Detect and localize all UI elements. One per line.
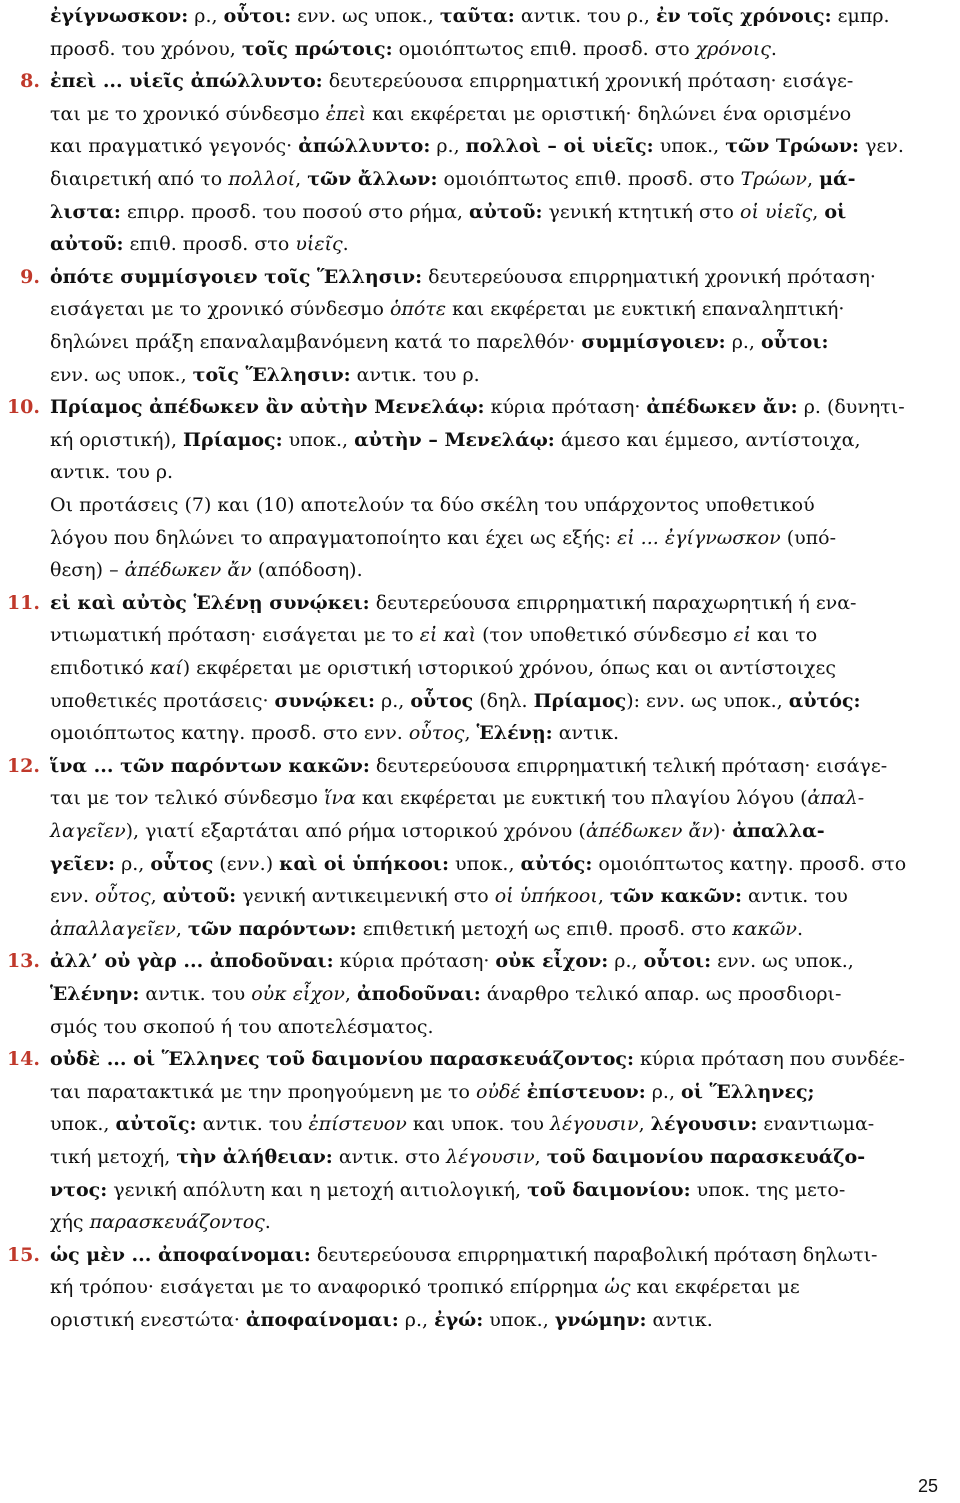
page-number: 25 <box>917 1476 938 1496</box>
plain-text: ρ., <box>115 852 151 875</box>
plain-text: (τον υποθετικό σύνδεσμο <box>476 624 734 647</box>
bold-term: Πρίαμος: <box>183 428 283 451</box>
plain-text: αντικ. του <box>196 1113 309 1136</box>
line-text <box>50 619 817 651</box>
plain-text: και εκφέρεται με ευκτική του πλαγίου λόγου ( <box>355 787 808 810</box>
plain-text: και εκφέρεται με <box>630 1276 800 1299</box>
plain-text: άμεσο και έμμεσο, αντίστοιχα, <box>554 428 861 451</box>
italic-term: χρόνοις <box>695 37 771 60</box>
bold-term: αὐτοῦ: <box>469 200 543 223</box>
line-text <box>50 65 853 97</box>
plain-text: ται παρατακτικά με την προηγούμενη με το <box>50 1080 476 1103</box>
line-text <box>50 163 856 195</box>
line-text <box>50 489 815 521</box>
plain-text: λόγου που δηλώνει το απραγματοποίητο και έχει ως εξής: <box>50 526 617 549</box>
plain-text: και εκφέρεται με ευκτική επαναληπτική· <box>446 298 845 321</box>
bold-term: ἀποδοῦναι: <box>356 983 481 1005</box>
bold-term: συνῴκει: <box>274 689 376 712</box>
bold-term: λέγουσιν: <box>650 1113 758 1136</box>
plain-text: αντικ. του <box>742 885 848 908</box>
bold-term: Πρίαμος <box>533 689 627 712</box>
item-number: 10. <box>6 396 40 419</box>
line-text <box>50 554 363 586</box>
plain-text: ρ., <box>430 135 466 158</box>
plain-text: άναρθρο τελικό απαρ. ως προσδιορι- <box>480 983 842 1005</box>
line-text <box>50 587 856 619</box>
italic-term: εἰ ... ἐγίγνωσκον <box>617 526 781 549</box>
line-text <box>50 1239 877 1271</box>
plain-text: (υπό- <box>780 526 837 549</box>
bold-term: εἰ καὶ αὐτὸς Ἑλένῃ συνῴκει: <box>50 591 370 614</box>
plain-text: υποκ., <box>483 1309 555 1331</box>
italic-term: ἐπίστευον <box>308 1113 407 1136</box>
line-text <box>50 1206 271 1238</box>
plain-text: γενική απόλυτη και η μετοχή αιτιολογική, <box>107 1178 528 1201</box>
line-text <box>50 848 906 880</box>
bold-term: ἀλλ’ οὐ γὰρ ... ἀποδοῦναι: <box>50 950 334 973</box>
plain-text: κύρια πρόταση που συνδέε- <box>634 1048 905 1071</box>
bold-term: οὐδὲ ... οἱ Ἕλληνες τοῦ δαιμονίου παρασκευάζοντος: <box>50 1048 634 1071</box>
plain-text: και υποκ. του <box>406 1113 550 1136</box>
item-number: 12. <box>6 754 40 777</box>
bold-term: αὐτοῦ: <box>50 233 124 256</box>
line-text <box>50 326 829 358</box>
bold-term: ἀπέδωκεν ἄν: <box>646 396 798 419</box>
plain-text: , <box>464 722 477 745</box>
item-number: 14. <box>6 1048 40 1071</box>
plain-text: θεση) – <box>50 559 125 582</box>
plain-text: ομοιόπτωτος επιθ. προσδ. στο <box>437 168 741 190</box>
italic-term: ἀπαλλαγεῖεν <box>50 917 176 940</box>
plain-text: αντικ. του <box>139 983 252 1005</box>
plain-text: ενν. ως υποκ., <box>291 5 440 27</box>
bold-term: ἀποφαίνομαι: <box>245 1309 399 1331</box>
plain-text: αντικ. <box>552 722 619 745</box>
plain-text: επιθ. προσδ. στο <box>123 233 296 256</box>
bold-term: τῶν Τρώων: <box>725 135 860 158</box>
plain-text: κύρια πρόταση· <box>484 396 647 419</box>
italic-term: ὁπότε <box>389 298 447 321</box>
plain-text: , <box>175 917 188 940</box>
italic-term: λέγουσιν <box>446 1146 535 1168</box>
line-text <box>50 1174 845 1206</box>
plain-text: και πραγματικό γεγονός· <box>50 135 299 158</box>
plain-text: . <box>796 917 803 940</box>
italic-term: οἱ υἱεῖς <box>740 200 813 223</box>
plain-text: επιρρ. προσδ. του ποσού στο ρήμα, <box>120 200 470 223</box>
line-text <box>50 33 777 65</box>
italic-term: ἀπέδωκεν ἄν <box>585 820 713 842</box>
line-text <box>50 652 836 684</box>
plain-text: σμός του σκοπού ή του αποτελέσματος. <box>50 1015 434 1038</box>
plain-text: αντικ. του ρ. <box>50 461 174 484</box>
bold-term: οὗτος <box>410 689 474 712</box>
line-text <box>50 359 480 391</box>
plain-text: αντικ. του ρ., <box>514 5 656 27</box>
bold-term: τοῦ δαιμονίου: <box>527 1178 691 1201</box>
item-number: 8. <box>20 70 40 93</box>
plain-text: ) εκφέρεται με οριστική ιστορικού χρόνου, όπως και οι αντίστοιχες <box>182 657 836 679</box>
plain-text: ενν. <box>50 885 96 908</box>
bold-term: τοῖς Ἕλλησιν: <box>192 363 351 386</box>
plain-text: δευτερεύουσα επιρρηματική παραβολική πρόταση δηλωτι- <box>310 1243 878 1266</box>
italic-term: λέγουσιν <box>550 1113 639 1136</box>
bold-term: ἐγώ: <box>434 1309 484 1331</box>
italic-term: οἱ ὑπήκοοι <box>494 885 598 908</box>
plain-text: εισάγεται με το χρονικό σύνδεσμο <box>50 298 390 321</box>
bold-term: οὗτος <box>150 852 214 875</box>
bold-term: αὐτός: <box>788 689 861 712</box>
line-text <box>50 1141 865 1173</box>
italic-term: υἱεῖς <box>295 233 343 256</box>
italic-term: Τρώων <box>740 168 807 190</box>
italic-term: ἀπαλ- <box>807 787 865 810</box>
plain-text: δευτερεύουσα επιρρηματική χρονική πρόταση· εισάγε- <box>322 70 854 93</box>
line-text <box>50 0 890 32</box>
italic-term: παρασκευάζοντος <box>89 1211 265 1234</box>
plain-text: , <box>597 885 610 908</box>
italic-term: εἰ καὶ <box>419 624 477 647</box>
plain-text: ομοιόπτωτος κατηγ. προσδ. στο ενν. <box>50 722 409 745</box>
bold-term: ἀπώλλυντο: <box>298 135 431 158</box>
bold-term: Ἑλένην: <box>50 983 140 1005</box>
plain-text: ομοιόπτωτος κατηγ. προσδ. στο <box>592 852 907 875</box>
bold-term: συμμίσγοιεν: <box>581 331 726 353</box>
bold-term: πολλοὶ – οἱ υἱεῖς: <box>465 135 654 158</box>
plain-text: κή οριστική), <box>50 428 184 451</box>
plain-text: εμπρ. <box>831 5 890 27</box>
line-text <box>50 261 876 293</box>
plain-text: αντικ. στο <box>332 1146 447 1168</box>
bold-term: ἐν τοῖς χρόνοις: <box>656 5 832 27</box>
plain-text: γενική κτητική στο <box>542 200 741 223</box>
italic-term: καί <box>149 657 183 679</box>
bold-term: αὐτοῖς: <box>115 1113 197 1136</box>
line-text <box>50 717 619 749</box>
plain-text: προσδ. του χρόνου, <box>50 37 242 60</box>
italic-term: κακῶν <box>732 917 797 940</box>
italic-term: λαγεῖεν <box>50 820 126 842</box>
italic-term: εἰ <box>733 624 751 647</box>
line-text <box>50 228 349 260</box>
plain-text: ται με τον τελικό σύνδεσμο <box>50 787 324 810</box>
plain-text: και το <box>750 624 818 647</box>
plain-text: ενν. ως υποκ., <box>711 950 854 973</box>
plain-text: , <box>812 200 825 223</box>
bold-term: οὐκ εἶχον: <box>495 950 609 973</box>
plain-text: . <box>264 1211 271 1234</box>
plain-text: ρ., <box>645 1080 682 1103</box>
plain-text: τική μετοχή, <box>50 1146 177 1168</box>
plain-text: υποκ., <box>50 1113 116 1136</box>
plain-text: αντικ. του ρ. <box>350 363 480 386</box>
plain-text: , <box>638 1113 651 1136</box>
line-text <box>50 880 848 912</box>
plain-text: εναντιωμα- <box>757 1113 875 1136</box>
line-text <box>50 913 803 945</box>
bold-term: ἐπεὶ ... υἱεῖς ἀπώλλυντο: <box>50 70 323 93</box>
plain-text: γεν. <box>859 135 904 158</box>
plain-text: ται με το χρονικό σύνδεσμο <box>50 102 326 125</box>
italic-term: πολλοί <box>228 168 296 190</box>
bold-term: οὗτοι: <box>643 950 712 973</box>
line-text <box>50 750 887 782</box>
plain-text: Οι προτάσεις (7) και (10) αποτελούν τα δύο σκέλη του υπάρχοντος υποθετικού <box>50 494 815 516</box>
line-text <box>50 1011 434 1043</box>
plain-text: . <box>342 233 349 256</box>
plain-text: αντικ. <box>646 1309 713 1331</box>
plain-text: υποκ., <box>653 135 726 158</box>
plain-text: , <box>344 983 357 1005</box>
line-text <box>50 391 905 423</box>
bold-term: ὡς μὲν ... ἀποφαίνομαι: <box>50 1243 311 1266</box>
plain-text: ), γιατί εξαρτάται από ρήμα ιστορικού χρόνου ( <box>125 820 586 842</box>
bold-term: τοῖς πρώτοις: <box>241 37 393 60</box>
bold-term: οὗτοι: <box>223 5 292 27</box>
plain-text: επιδοτικό <box>50 657 150 679</box>
plain-text: ρ., <box>608 950 644 973</box>
item-number: 11. <box>6 591 40 614</box>
bold-term: Πρίαμος ἀπέδωκεν ἂν αὐτὴν Μενελάῳ: <box>50 396 485 419</box>
line-text <box>50 98 851 130</box>
plain-text: διαιρετική από το <box>50 168 229 190</box>
line-text <box>50 978 841 1010</box>
plain-text: )· <box>712 820 733 842</box>
line-text <box>50 522 836 554</box>
bold-term: ἵνα ... τῶν παρόντων κακῶν: <box>50 754 370 777</box>
plain-text: υποκ. της μετο- <box>690 1178 846 1201</box>
italic-term: ἐπεὶ <box>325 102 367 125</box>
bold-term: τῶν παρόντων: <box>187 917 357 940</box>
plain-text: (απόδοση). <box>251 559 363 582</box>
bold-term: οὗτοι: <box>761 331 829 353</box>
bold-term: μά- <box>819 168 856 190</box>
bold-term: αὐτοῦ: <box>162 885 237 908</box>
bold-term: γνώμην: <box>554 1309 647 1331</box>
bold-term: ἀπαλλα- <box>732 820 825 842</box>
bold-term: οἱ <box>824 200 847 223</box>
item-number: 15. <box>6 1243 40 1266</box>
plain-text: κύρια πρόταση· <box>333 950 496 973</box>
bold-term: ἐπίστευον: <box>526 1080 646 1103</box>
plain-text: δευτερεύουσα επιρρηματική τελική πρόταση· εισάγε- <box>369 754 888 777</box>
plain-text: (ενν.) <box>213 852 280 875</box>
line-text <box>50 945 854 977</box>
plain-text: ενν. ως υποκ., <box>50 363 193 386</box>
plain-text: υποκ., <box>449 852 521 875</box>
plain-text: δευτερεύουσα επιρρηματική παραχωρητική ή ενα- <box>369 591 857 614</box>
italic-term: οὗτος <box>95 885 151 908</box>
plain-text: , <box>534 1146 547 1168</box>
plain-text: ομοιόπτωτος επιθ. προσδ. στο <box>392 37 696 60</box>
line-text <box>50 1271 800 1303</box>
plain-text: υποκ., <box>282 428 355 451</box>
plain-text: γενική αντικειμενική στο <box>236 885 495 908</box>
bold-term: αὐτὴν – Μενελάῳ: <box>354 428 555 451</box>
line-text <box>50 1304 713 1336</box>
bold-term: γεῖεν: <box>50 852 116 875</box>
bold-term: οἱ Ἕλληνες; <box>681 1080 815 1103</box>
bold-term: τοῦ δαιμονίου παρασκευάζο- <box>546 1146 866 1168</box>
plain-text: και εκφέρεται με οριστική· δηλώνει ένα ορισμένο <box>366 102 852 125</box>
bold-term: τῶν ἄλλων: <box>307 168 438 190</box>
bold-term: ὁπότε συμμίσγοιεν τοῖς Ἕλλησιν: <box>50 265 423 288</box>
plain-text: , <box>150 885 163 908</box>
plain-text: ρ., <box>375 689 411 712</box>
italic-term: οὐκ εἶχον <box>251 983 345 1005</box>
plain-text: (δηλ. <box>473 689 534 712</box>
plain-text: υποθετικές προτάσεις· <box>50 689 275 712</box>
line-text <box>50 1043 905 1075</box>
line-text <box>50 130 904 162</box>
bold-term: αὐτός: <box>520 852 593 875</box>
plain-text: ): ενν. ως υποκ., <box>626 689 789 712</box>
line-text <box>50 1108 874 1140</box>
plain-text: δευτερεύουσα επιρρηματική χρονική πρόταση· <box>422 265 876 288</box>
plain-text: ρ., <box>188 5 224 27</box>
plain-text: . <box>770 37 777 60</box>
italic-term: ἵνα <box>323 787 356 810</box>
line-text <box>50 815 825 847</box>
line-text <box>50 782 864 814</box>
line-text <box>50 685 861 717</box>
plain-text: χής <box>50 1211 90 1234</box>
bold-term: τὴν ἀλήθειαν: <box>176 1146 333 1168</box>
plain-text: ρ. (δυνητι- <box>797 396 905 419</box>
plain-text: κή τρόπου· εισάγεται με το αναφορικό τροπικό επίρρημα <box>50 1276 605 1299</box>
italic-term: ἀπέδωκεν ἄν <box>124 559 252 582</box>
bold-term: καὶ οἱ ὑπήκοοι: <box>279 852 450 875</box>
bold-term: ντος: <box>50 1178 108 1201</box>
item-number: 9. <box>20 265 40 288</box>
line-text <box>50 1076 815 1108</box>
line-text <box>50 456 173 488</box>
bold-term: λιστα: <box>50 200 121 223</box>
italic-term: οὐδέ <box>476 1080 521 1103</box>
bold-term: Ἑλένῃ: <box>476 722 553 745</box>
plain-text: οριστική ενεστώτα· <box>50 1309 246 1331</box>
plain-text: δηλώνει πράξη επαναλαμβανόμενη κατά το παρελθόν· <box>50 331 582 353</box>
plain-text: , <box>295 168 308 190</box>
italic-term: οὗτος <box>408 722 465 745</box>
plain-text: ντιωματική πρόταση· εισάγεται με το <box>50 624 420 647</box>
bold-term: τῶν κακῶν: <box>609 885 742 908</box>
bold-term: ταῦτα: <box>439 5 515 27</box>
plain-text: επιθετική μετοχή ως επιθ. προσδ. στο <box>356 917 733 940</box>
item-number: 13. <box>6 950 40 973</box>
plain-text: ρ., <box>725 331 762 353</box>
line-text <box>50 293 844 325</box>
italic-term: ὡς <box>604 1276 631 1299</box>
line-text <box>50 196 846 228</box>
plain-text: , <box>806 168 820 190</box>
line-text <box>50 424 860 456</box>
plain-text: ρ., <box>398 1309 435 1331</box>
bold-term: ἐγίγνωσκον: <box>50 5 189 27</box>
